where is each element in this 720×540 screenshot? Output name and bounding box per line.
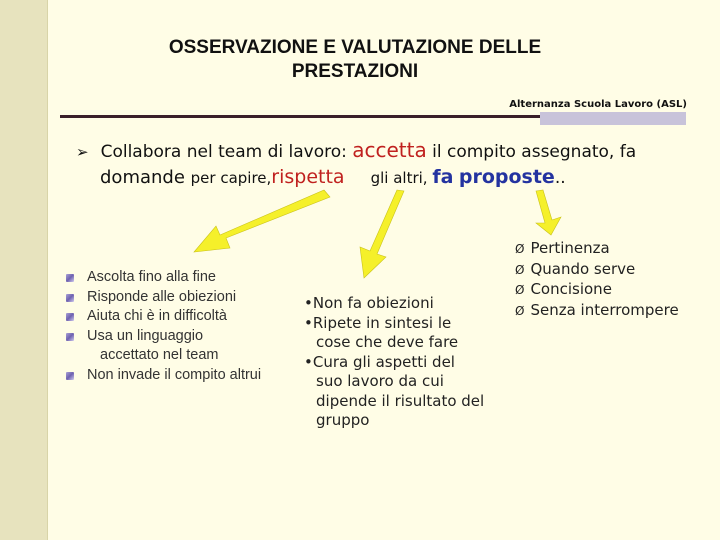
list-item-continuation: gruppo — [316, 411, 370, 429]
list-item-continuation: accettato nel team — [100, 347, 219, 363]
keyword-accetta: accetta — [352, 138, 427, 162]
title-line-2: PRESTAZIONI — [291, 61, 419, 82]
slide-subtitle: Alternanza Scuola Lavoro (ASL) — [509, 99, 687, 110]
square-bullet-icon — [66, 294, 74, 302]
list-item-continuation: dipende il risultato del — [316, 391, 485, 410]
list-item: Ø Senza interrompere — [515, 300, 679, 319]
arrow-right — [536, 190, 561, 235]
list-item: Ø Concisione — [515, 280, 612, 298]
arrow-marker-icon: Ø — [515, 242, 525, 256]
line1-text-a: Collabora nel team di lavoro: — [100, 142, 353, 162]
arrow-middle — [360, 190, 404, 278]
middle-behaviour-list — [304, 294, 484, 431]
line2-text-c: gli altri, — [370, 169, 433, 187]
line2-text-d: .. — [554, 168, 566, 188]
line2-text-a: domande — [100, 167, 191, 188]
list-item-continuation: cose che deve fare — [316, 333, 459, 351]
list-item: Ø Quando serve — [515, 259, 636, 278]
list-item: Non invade il compito altrui — [66, 366, 261, 386]
line2-text-b: per capire, — [190, 169, 272, 187]
arrow-left — [194, 190, 330, 252]
dot-bullet-icon: • — [304, 313, 313, 332]
keyword-fa: fa — [432, 166, 454, 188]
square-bullet-icon — [66, 333, 74, 341]
square-bullet-icon — [66, 313, 74, 321]
dot-bullet-icon: • — [304, 294, 313, 312]
list-item: Aiuta chi è in difficoltà — [66, 307, 261, 327]
list-item-continuation: suo lavoro da cui — [316, 372, 444, 390]
square-bullet-icon — [66, 372, 74, 380]
list-item: •Ripete in sintesi le — [304, 313, 452, 332]
arrowhead-icon: ➢ — [76, 143, 89, 161]
left-behaviour-list — [66, 268, 261, 385]
title-line-1: OSSERVAZIONE E VALUTAZIONE DELLE — [168, 37, 542, 58]
keyword-proposte: proposte — [458, 166, 555, 188]
keyword-rispetta: rispetta — [271, 166, 345, 188]
list-item: Usa un linguaggio accettato nel team — [66, 327, 261, 366]
line1-text-b: il compito assegnato, fa — [426, 142, 637, 162]
arrow-marker-icon: Ø — [515, 303, 525, 318]
arrow-marker-icon: Ø — [515, 262, 525, 277]
list-item: Ascolta fino alla fine — [66, 268, 261, 288]
list-item: Risponde alle obiezioni — [66, 288, 261, 308]
right-behaviour-list — [515, 239, 679, 321]
dot-bullet-icon: • — [304, 352, 313, 371]
list-item: Ø Pertinenza — [515, 239, 610, 257]
list-item: •Non fa obiezioni — [304, 294, 434, 312]
arrow-marker-icon: Ø — [515, 283, 525, 297]
square-bullet-icon — [66, 274, 74, 282]
list-item: •Cura gli aspetti del — [304, 352, 455, 371]
